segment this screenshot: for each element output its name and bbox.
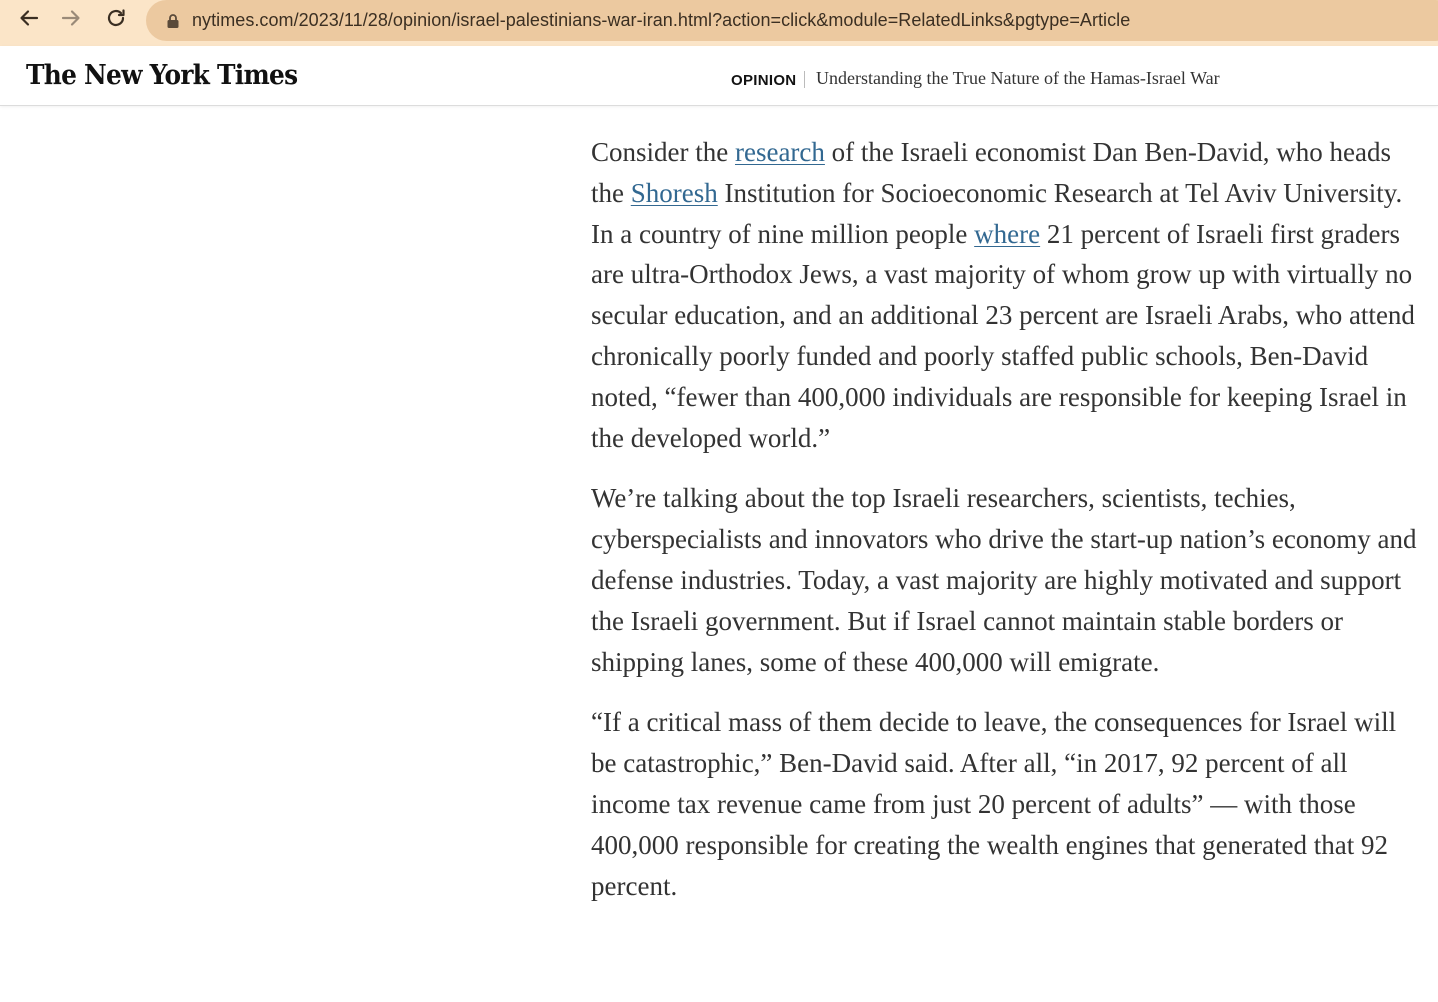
address-bar[interactable] [146,0,1438,41]
back-arrow-icon [18,7,40,29]
paragraph-text: 21 percent of Israeli first graders are ultra-Orthodox Jews, a vast majority of whom grow up with virtually no secular education, and an additional 23 percent are Israeli Arabs, who attend chronically poorly funded and poorly staffed public schools, Ben-David noted, “fewer than 400,000 individuals are responsible for keeping Israel in the developed world.” [591,218,1415,453]
article-headline: Understanding the True Nature of the Hamas-Israel War [816,68,1220,88]
section-label[interactable]: OPINION [731,72,797,89]
site-header [0,46,1438,106]
research-link[interactable]: research [734,137,825,167]
where-link[interactable]: where [974,218,1041,249]
lock-icon[interactable] [166,13,180,29]
paragraph-text: Consider the [591,137,735,167]
browser-toolbar [0,0,1438,46]
article-body [591,132,1421,926]
reload-button[interactable] [101,3,131,33]
forward-arrow-icon [60,7,82,29]
reload-icon [105,7,127,29]
forward-button[interactable] [56,3,86,33]
paragraph-3: “If a critical mass of them decide to leave, the consequences for Israel will be catastrophic,” Ben-David said. After all, “in 2017, 92 percent of all income tax revenue came from just 20 percent of adults” — with those 400,000 responsible for creating the wealth engines that generated that 92 percent. [591,707,1397,901]
back-button[interactable] [14,3,44,33]
url-text[interactable]: nytimes.com/2023/11/28/opinion/israel-palestinians-war-iran.html?action=click&module=RelatedLinks&pgtype=Article [192,10,1131,30]
paragraph-text: Institution for Socioeconomic Research at Tel Aviv University. In a country of nine million people [591,177,1403,249]
paragraph-2: We’re talking about the top Israeli researchers, scientists, techies, cyberspecialists and innovators who drive the start-up nation’s economy and defense industries. Today, a vast majority are highly motivated and support the Israeli government. But if Israel cannot maintain stable borders or shipping lanes, some of these 400,000 will emigrate. [591,483,1417,677]
header-divider [804,71,805,88]
shoresh-link[interactable]: Shoresh [630,177,718,208]
paragraph-text: of the Israeli economist Dan Ben-David, who heads the [591,137,1392,208]
paragraph-1 [591,132,1421,458]
nyt-logo[interactable]: The New York Times [26,60,298,91]
